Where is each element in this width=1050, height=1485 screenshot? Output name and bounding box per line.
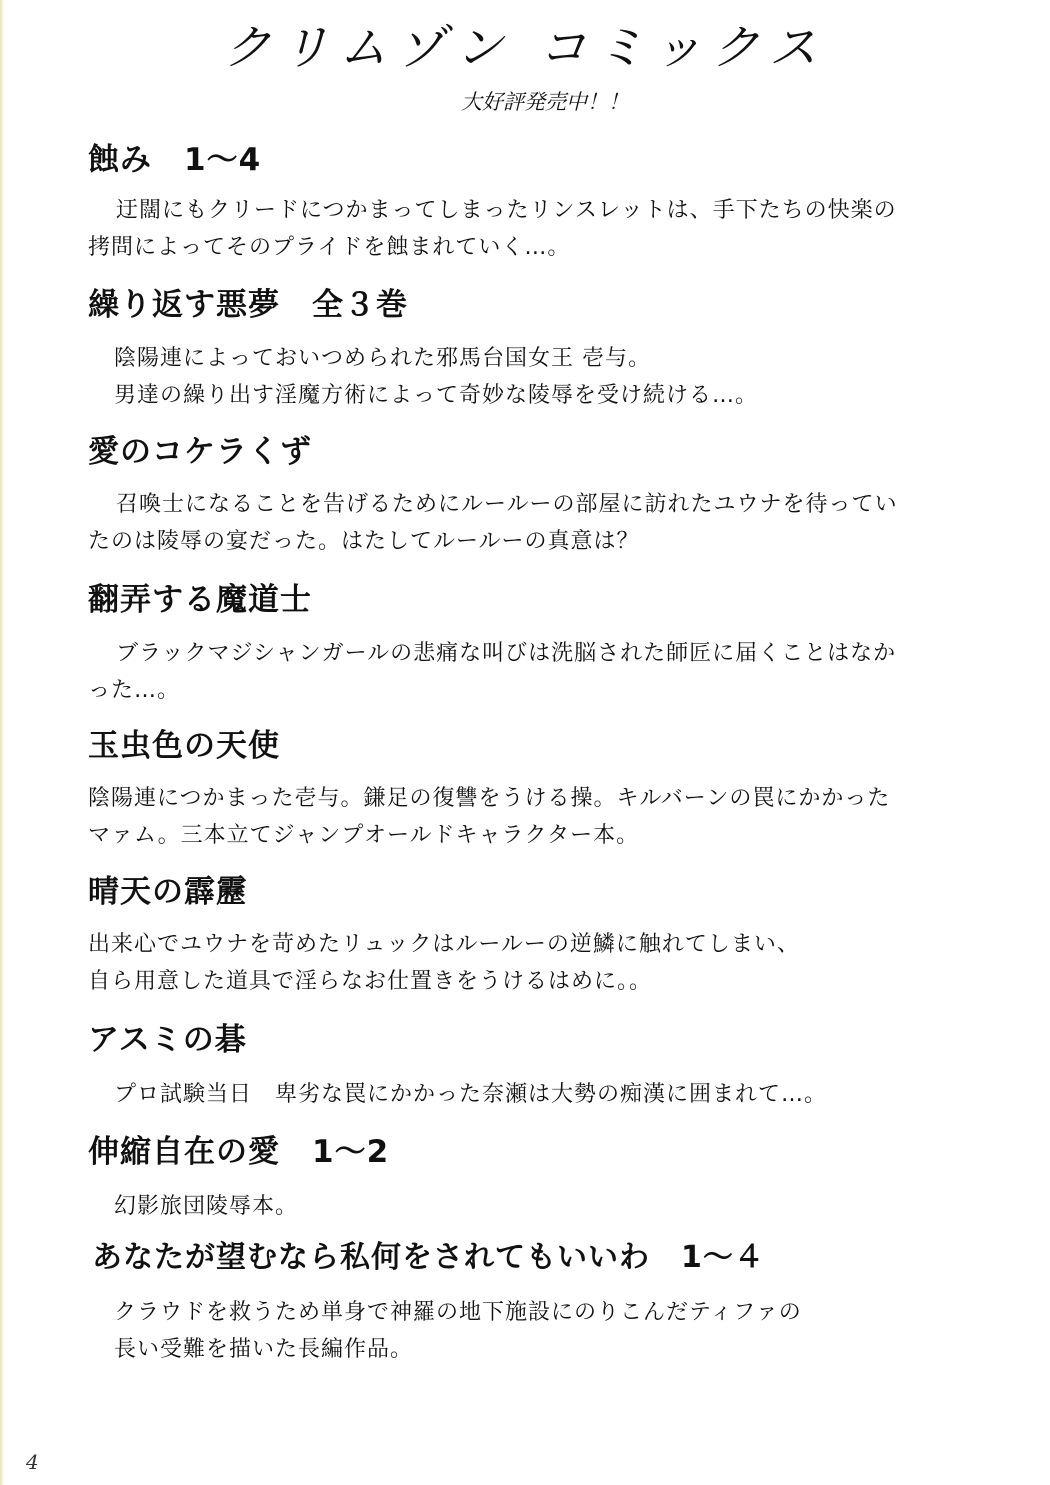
description-line: 男達の繰り出す淫魔方術によって奇妙な陵辱を受け続ける…。 [114, 383, 759, 408]
description-line: 陰陽連によっておいつめられた邪馬台国女王 壱与。 [114, 346, 651, 371]
entry-description [114, 1076, 827, 1113]
entry-heading: 玉虫色の天使 [88, 728, 280, 764]
entry-heading: アスミの碁 [88, 1022, 247, 1058]
entry-description [114, 1294, 802, 1368]
description-line: 迂闊にもクリードにつかまってしまったリンスレットは、手下たちの快楽の [116, 198, 897, 223]
entry-description [114, 340, 758, 414]
entry-heading: 繰り返す悪夢 全３巻 [88, 287, 408, 323]
description-line: 拷問によってそのプライドを蝕まれていく…。 [88, 235, 571, 260]
description-line: 陰陽連につかまった壱与。鎌足の復讐をうける操。キルバーンの罠にかかった [88, 786, 891, 811]
entry-heading: 伸縮自在の愛 1～2 [88, 1134, 390, 1170]
entry-heading: 愛のコケラくず [88, 434, 312, 470]
description-line: 自ら用意した道具で淫らなお仕置きをうけるはめに。。 [88, 969, 653, 994]
entry-heading: あなたが望むなら私何をされてもいいわ 1～４ [92, 1240, 765, 1275]
entry-description [88, 780, 890, 854]
description-line: たのは陵辱の宴だった。はたしてルールーの真意は？ [88, 529, 640, 554]
description-line: クラウドを救うため単身で神羅の地下施設にのりこんだティファの [114, 1300, 802, 1325]
description-line: 長い受難を描いた長編作品。 [114, 1337, 414, 1362]
description-line: ブラックマジシャンガールの悲痛な叫びは洗脳された師匠に届くことはなか [116, 641, 897, 666]
page-edge [0, 0, 4, 1485]
entry-heading: 蝕み 1～4 [88, 142, 262, 178]
description-line: 召喚士になることを告げるためにルールーの部屋に訪れたユウナを待ってい [116, 492, 898, 517]
entry-description [88, 192, 897, 266]
page-number: 4 [26, 1450, 39, 1474]
entry-description [88, 486, 898, 560]
page-subtitle: 大好評発売中！！ [461, 90, 629, 114]
entry-heading: 翻弄する魔道士 [88, 582, 312, 618]
description-line: 幻影旅団陵辱本。 [114, 1194, 299, 1219]
entry-description [88, 926, 800, 1000]
entry-description [88, 635, 896, 709]
description-line: マァム。三本立てジャンプオールドキャラクター本。 [88, 823, 640, 848]
description-line: 出来心でユウナを苛めたリュックはルールーの逆鱗に触れてしまい、 [88, 932, 800, 957]
page-title: クリムゾン コミックス [223, 20, 827, 76]
entry-description [114, 1188, 298, 1225]
description-line: った…。 [88, 678, 181, 703]
description-line: プロ試験当日 卑劣な罠にかかった奈瀬は大勢の痴漢に囲まれて…。 [114, 1082, 828, 1107]
entry-heading: 晴天の霹靂 [88, 874, 248, 910]
